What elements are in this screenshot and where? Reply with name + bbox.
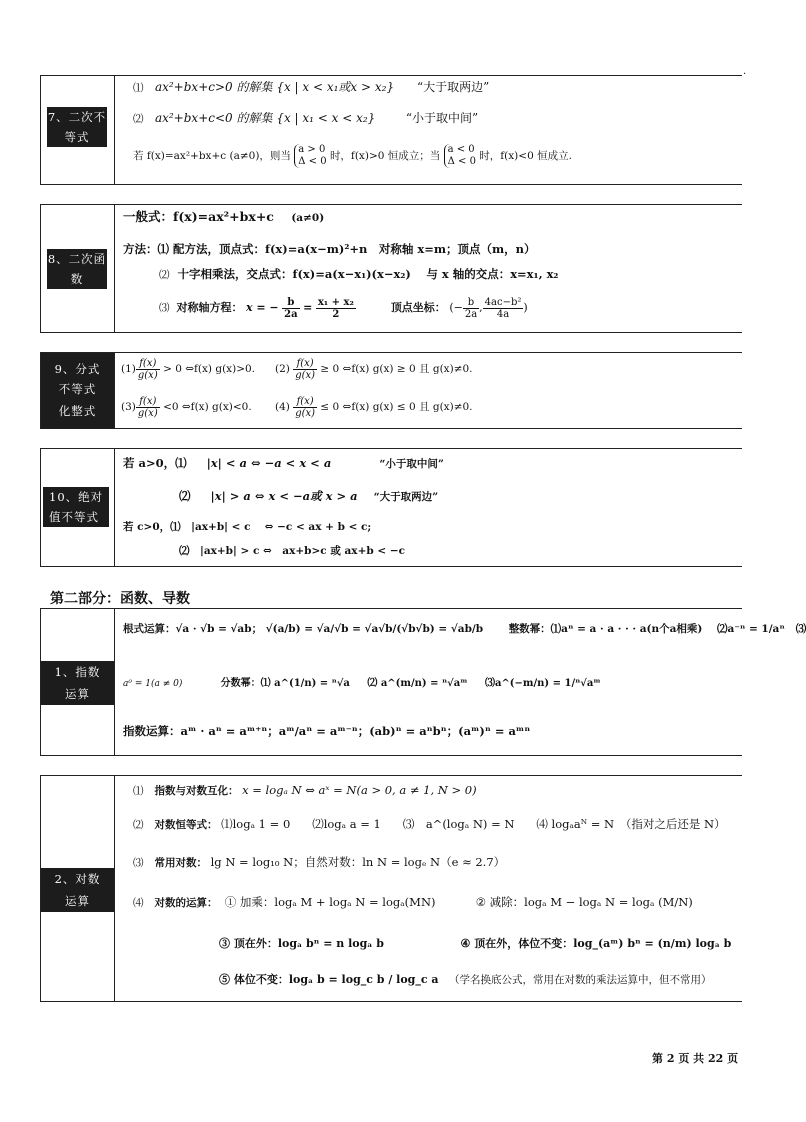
fraction (293, 396, 317, 419)
log-rule-1 (133, 782, 477, 799)
section-label-column (41, 353, 115, 429)
section-label: 9、分式不等式 (41, 359, 114, 399)
formula: ⑵a⁻ⁿ = 1/aⁿ (717, 623, 785, 635)
paren: ) (523, 301, 528, 314)
formula: x = − (246, 301, 279, 314)
section-quadratic-function (40, 204, 742, 333)
abs-rule-4: ⑵ |ax+b| > c ⇔ ax+b>c 或 ax+b < −c (179, 545, 406, 557)
intercept-form (159, 266, 558, 283)
item-number: ⑴ (133, 785, 144, 797)
section-content (115, 76, 742, 184)
item-number: ⑶ (159, 302, 170, 314)
numerator: f(x) (293, 358, 317, 370)
item-number: ⑵ (159, 269, 170, 281)
denominator: g(x) (295, 407, 316, 419)
abs-rule-3: 若 c>0，⑴ |ax+b| < c ⇔ −c < ax + b < c; (123, 521, 372, 533)
item-number: (1) (121, 363, 136, 375)
numerator: x₁ + x₂ (317, 296, 354, 308)
item-number: ⑷ (133, 897, 144, 909)
formula: 根式运算：√a · √b = √ab； (123, 623, 263, 635)
section-label-column (41, 205, 115, 332)
log-rule-6 (219, 972, 712, 988)
formula: ⑵ a^(m/n) = ⁿ√aᵐ (367, 678, 468, 689)
condition-text: 时，f(x)>0 恒成立；当 (329, 150, 441, 162)
mnemonic: “大于取两边” (373, 491, 439, 503)
numerator: f(x) (136, 396, 160, 408)
item-number: (4) (275, 401, 290, 413)
brace-line: Δ < 0 (447, 156, 476, 167)
equivalence: ≤ 0 ⇔f(x) g(x) ≤ 0 且 g(x)≠0. (320, 401, 473, 413)
condition: (a≠0) (291, 212, 325, 224)
formula: lg N = log₁₀ N；自然对数：ln N = logₑ N（e ≈ 2.7） (210, 855, 506, 869)
condition-brace (294, 144, 326, 168)
equals: = (303, 301, 313, 314)
section-fraction-inequality (40, 352, 742, 429)
section-label: 7、二次不等式 (47, 107, 107, 147)
section-label-line: 化整式 (41, 401, 114, 421)
paren: (− (449, 301, 463, 314)
log-rule-5 (219, 936, 731, 952)
section-quadratic-inequality (40, 75, 742, 185)
log-rule-2 (133, 816, 726, 833)
label: 顶点坐标： (390, 301, 446, 314)
formula: ⑴logₐ 1 = 0 (221, 817, 291, 831)
rule-text: ax²+bx+c<0 的解集 (154, 111, 273, 125)
section-content (115, 449, 742, 566)
section-label-column (41, 76, 115, 184)
part-two-heading: 第二部分：函数、导数 (50, 591, 190, 607)
item-number: ⑵ (179, 489, 191, 503)
note: （学名换底公式，常用在对数的乘法运算中，但不常用） (449, 974, 712, 986)
brace-line: a < 0 (447, 144, 475, 155)
label: 对数恒等式： (154, 819, 218, 831)
formula: ② 减除：logₐ M − logₐ N = logₐ (M/N) (475, 895, 693, 909)
condition: 若 a>0，⑴ (123, 456, 187, 470)
rule-line-2 (133, 110, 478, 127)
mnemonic: “小于取中间” (405, 111, 479, 125)
solution-set: {x | x < x₁或x > x₂} (276, 80, 395, 94)
section-label-column (41, 776, 115, 1001)
fraction (316, 297, 356, 320)
fraction (483, 297, 524, 320)
section-label: 10、绝对值不等式 (43, 487, 109, 527)
formula: ⑶ a^(logₐ N) = N (402, 817, 515, 831)
section-content (115, 609, 806, 755)
equivalence: |x| < a ⇔ −a < x < a (206, 456, 332, 470)
equivalence: <0 ⇔f(x) g(x)<0. (163, 401, 252, 413)
section-logarithm-operations (40, 775, 742, 1002)
brace-line: Δ < 0 (298, 156, 327, 167)
equivalence: > 0 ⇔f(x) g(x)>0. (163, 363, 256, 375)
fractional-power-rules (123, 676, 601, 692)
label: 指数与对数互化： (154, 785, 239, 797)
rule-line-3 (133, 144, 572, 168)
page-footer: 第 2 页 共 22 页 (652, 1052, 739, 1065)
denominator: g(x) (137, 407, 158, 419)
formula: ① 加乘：logₐ M + logₐ N = logₐ(MN) (224, 895, 436, 909)
equivalence: ≥ 0 ⇔f(x) g(x) ≥ 0 且 g(x)≠0. (320, 363, 473, 375)
formula: ⑶a^(−m/n) = 1/ⁿ√aᵐ (484, 678, 601, 689)
denominator: g(x) (137, 369, 158, 381)
rule-2 (275, 357, 473, 381)
denominator: g(x) (295, 369, 316, 381)
section-exponent-operations (40, 608, 806, 756)
formula: ⑵logₐ a = 1 (312, 817, 381, 831)
item-number: ⑵ (133, 819, 144, 831)
log-rule-4 (133, 894, 693, 911)
numerator: f(x) (136, 358, 160, 370)
formula: ⑷ logₐaᴺ = N （指对之后还是 N） (536, 817, 726, 831)
formula: ④ 顶在外，体位不变：log_(aᵐ) bⁿ = (n/m) logₐ b (460, 937, 732, 950)
section-label-column (41, 609, 115, 755)
label: 常用对数： (154, 857, 207, 869)
formula: x = logₐ N ⇔ aˣ = N(a > 0, a ≠ 1, N > 0) (242, 783, 477, 797)
solution-set: {x | x₁ < x < x₂} (276, 111, 376, 125)
vertex-form: 方法：⑴ 配方法，顶点式：f(x)=a(x−m)²+n 对称轴 x=m；顶点（m，n） (123, 242, 536, 256)
section-label: 1、指数运算 (41, 661, 114, 705)
formula: 分数幂：⑴ a^(1/n) = ⁿ√a (220, 678, 350, 689)
rule-line-1 (133, 79, 489, 96)
item-number: ⑴ (133, 82, 144, 94)
label: 对称轴方程： (176, 301, 243, 314)
item-number: ⑶ (133, 857, 144, 869)
mnemonic: “大于取两边” (416, 80, 490, 94)
section-label-column (41, 449, 115, 566)
brace-line: a > 0 (298, 144, 326, 155)
section-absolute-inequality (40, 448, 742, 567)
item-number: ⑶ (795, 623, 806, 635)
numerator: 4ac−b² (484, 296, 522, 308)
condition-text: 时，f(x)<0 恒成立. (479, 150, 572, 162)
exponent-rules: 指数运算：aᵐ · aⁿ = aᵐ⁺ⁿ；aᵐ/aⁿ = aᵐ⁻ⁿ；(ab)ⁿ = aⁿbⁿ；(aᵐ)ⁿ = aᵐⁿ (123, 724, 531, 738)
section-content (115, 205, 742, 332)
formula: 一般式：f(x)=ax²+bx+c (123, 209, 274, 224)
item-number: (3) (121, 401, 136, 413)
formula: ⑤ 体位不变：logₐ b = log_c b / log_c a (219, 973, 439, 986)
numerator: f(x) (293, 396, 317, 408)
denominator: 2a (284, 308, 298, 320)
condition-brace (444, 144, 476, 168)
rule-3 (121, 395, 252, 419)
abs-rule-2 (179, 488, 438, 505)
log-rule-3 (133, 854, 505, 871)
fraction (463, 297, 479, 320)
fraction (136, 358, 160, 381)
denominator: 2a (464, 308, 478, 320)
rule-4 (275, 395, 473, 419)
rule-1 (121, 357, 255, 381)
mnemonic: “小于取中间” (379, 458, 444, 470)
label: 对数的运算： (154, 897, 218, 909)
denominator: 4a (496, 308, 510, 320)
formula: 整数幂：⑴aⁿ = a · a · · · a(n个a相乘) (508, 623, 703, 635)
section-content (115, 776, 742, 1001)
page-dot: . (743, 66, 747, 77)
section-content (115, 353, 742, 429)
numerator: b (282, 297, 299, 309)
general-form (123, 209, 324, 226)
fraction (136, 396, 160, 419)
equivalence: |x| > a ⇔ x < −a或 x > a (210, 489, 358, 503)
section-label: 8、二次函数 (47, 249, 107, 289)
abs-rule-1 (123, 455, 444, 472)
denominator: 2 (332, 308, 340, 320)
axis-and-vertex (159, 293, 528, 323)
fraction (282, 297, 299, 320)
condition-text: 若 f(x)=ax²+bx+c (a≠0)，则当 (133, 150, 291, 162)
numerator: b (463, 297, 479, 309)
radical-rules (123, 621, 806, 637)
section-label: 2、对数运算 (41, 868, 114, 912)
formula: √(a/b) = √a/√b = √a√b/(√b√b) = √ab/b (265, 623, 484, 635)
formula: ③ 顶在外：logₐ bⁿ = n logₐ b (219, 937, 384, 950)
formula: 十字相乘法，交点式：f(x)=a(x−x₁)(x−x₂) 与 x 轴的交点：x=x₁, x₂ (177, 267, 559, 281)
rule-text: ax²+bx+c>0 的解集 (154, 80, 273, 94)
fraction (293, 358, 317, 381)
comma: , (479, 301, 483, 314)
formula: a⁰ = 1(a ≠ 0) (123, 679, 183, 689)
item-number: (2) (275, 363, 290, 375)
item-number: ⑵ (133, 113, 144, 125)
